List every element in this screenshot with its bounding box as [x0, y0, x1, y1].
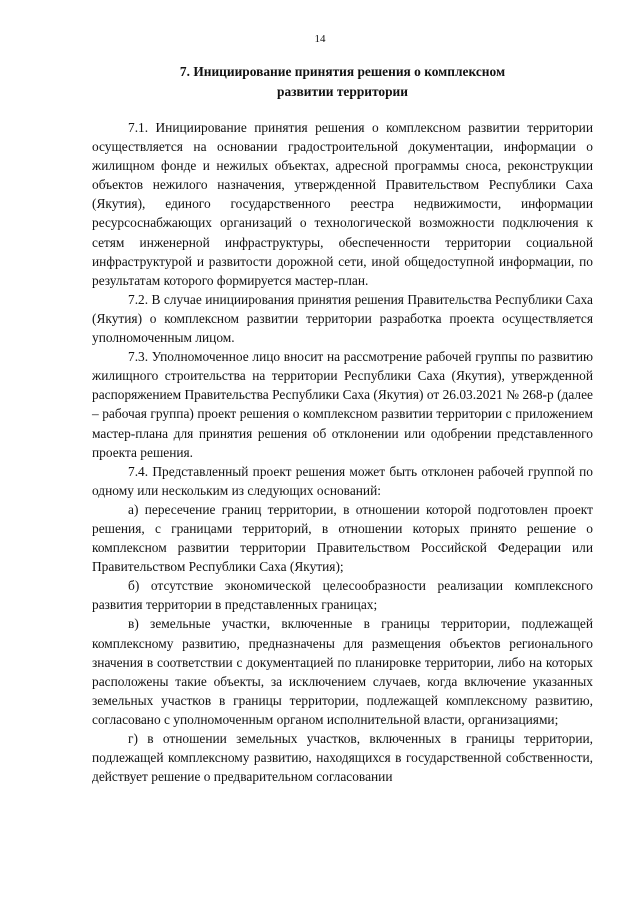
- section-heading-line-2: развитии территории: [277, 84, 408, 99]
- paragraph-7-3: 7.3. Уполномоченное лицо вносит на рассмотрение рабочей группы по развитию жилищного строительства на территории Республики Саха (Якутия), утвержденной распоряжением Правительства Республики Саха (Якутия) от 26.03.2021 № 268-р (далее – рабочая группа) проект решения о комплексном развитии территории с приложением мастер-плана для принятия решения об отклонении или одобрении представленного проекта решения.: [92, 349, 593, 460]
- list-item-v: в) земельные участки, включенные в границы территории, подлежащей комплексному развитию, предназначены для размещения объектов регионального значения в соответствии с документацией по планировке территории, либо на которых расположены такие объекты, за исключением случаев, когда включение указанных земельных участков в границы территории, подлежащей комплексному развитию, согласовано с уполномоченным органом исполнительной власти, организациями;: [92, 616, 593, 727]
- section-heading: [92, 62, 593, 102]
- section-heading-line-1: 7. Инициирование принятия решения о комплексном: [179, 64, 506, 79]
- list-item-a: а) пересечение границ территории, в отношении которой подготовлен проект решения, с границами территорий, в отношении которых принято решение о комплексном развитии территории Правительством Российской Федерации или Правительством Республики Саха (Якутия);: [92, 501, 593, 575]
- page-number: 14: [314, 33, 326, 45]
- list-item-g: г) в отношении земельных участков, включенных в границы территории, подлежащей комплексному развитию, находящихся в государственной собственности, действует решение о предварительном согласовании: [92, 731, 593, 785]
- paragraph-7-1: 7.1. Инициирование принятия решения о комплексном развитии территории осуществляется на основании градостроительной документации, информации о жилищном фонде и нежилых объектах, адресной программы сноса, реконструкции объектов нежилого назначения, утвержденной Правительством Республики Саха (Якутия), единого государственного реестра недвижимости, информации ресурсоснабжающих организаций о технологической возможности подключения к сетям инженерной инфраструктуры, обеспеченности территории социальной инфраструктурой и развитости дорожной сети, иной общедоступной информации, по результатам которого формируется мастер-план.: [92, 120, 593, 288]
- paragraph-7-4: 7.4. Представленный проект решения может быть отклонен рабочей группой по одному или нескольким из следующих оснований:: [92, 463, 593, 498]
- section-body: [92, 118, 593, 786]
- paragraph-7-2: 7.2. В случае инициирования принятия решения Правительства Республики Саха (Якутия) о комплексном развитии территории разработка проекта осуществляется уполномоченным лицом.: [92, 291, 593, 346]
- list-item-b: б) отсутствие экономической целесообразности реализации комплексного развития территории в представленных границах;: [92, 578, 593, 613]
